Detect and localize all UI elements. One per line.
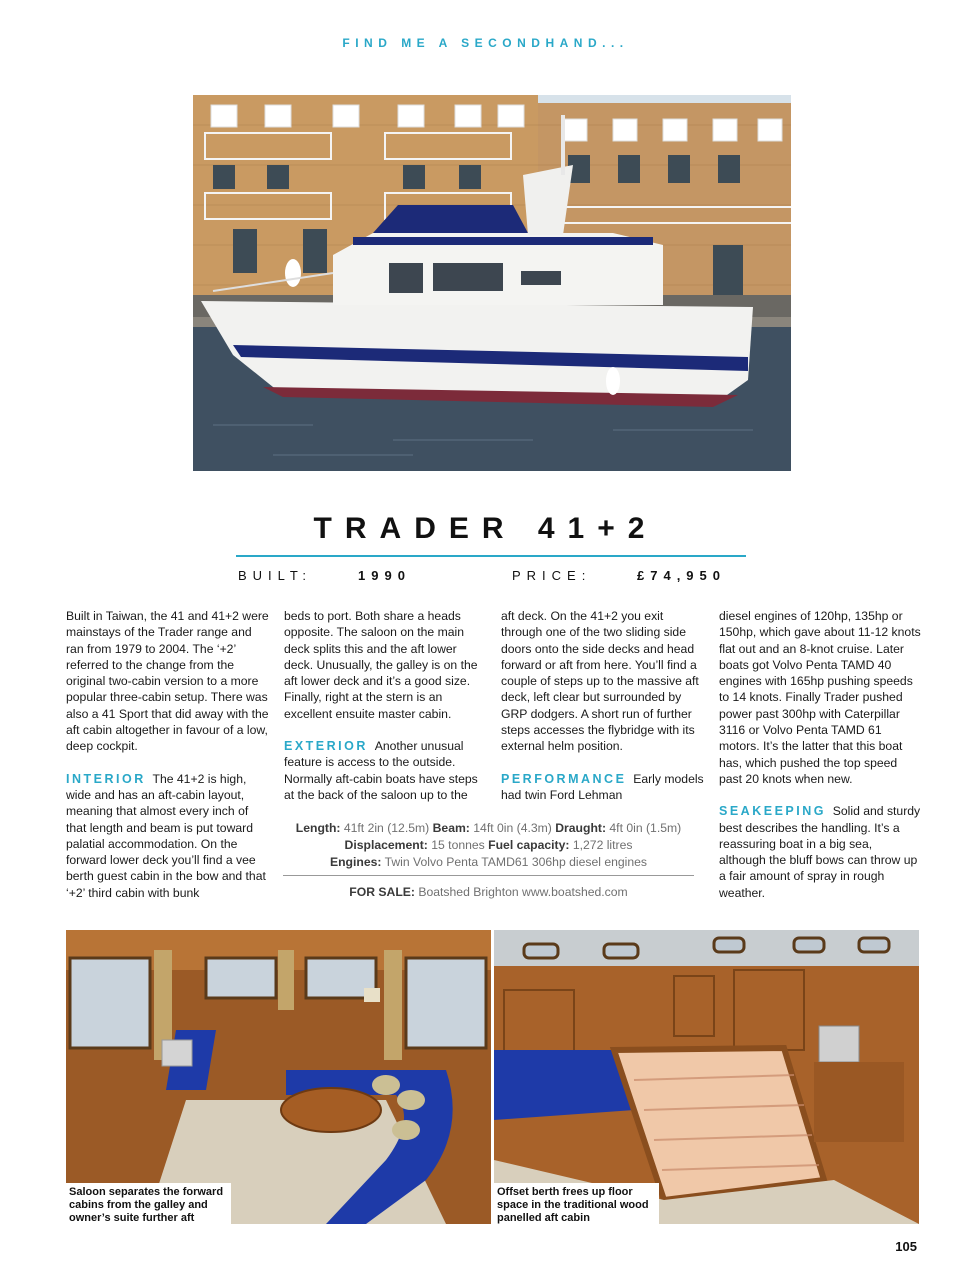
displacement-value: 15 tonnes <box>431 838 485 852</box>
column-2 <box>284 608 487 819</box>
page-number: 105 <box>895 1239 917 1254</box>
interior-paragraph <box>66 771 269 901</box>
spec-row-capacity <box>283 837 694 854</box>
spec-row-engines <box>283 854 694 871</box>
aft-cabin-illustration <box>494 930 919 1224</box>
seakeeping-text: Solid and sturdy best describes the handling. It’s a reassuring boat in a big sea, although the bluff bows can throw up a fair amount of spray in rough weather. <box>719 804 921 900</box>
performance-paragraph-continued: diesel engines of 120hp, 135hp or 150hp, which gave about 11-12 knots flat out and an 8-knot cruise. Later boats got Volvo Penta TAMD 40 engines with 165hp pushing speeds to 14 knots. Finally Trader pushed power past 300hp with Caterpillar 3116 or Volvo Penta TAMD 61 motors. It’s the latter that this boat has, which pushed the top speed past 20 knots when new. <box>719 609 921 786</box>
for-sale-value: Boatshed Brighton www.boatshed.com <box>418 885 628 899</box>
performance-paragraph <box>501 771 704 804</box>
draught-label: Draught: <box>555 821 607 835</box>
photo-aft-cabin <box>494 930 919 1224</box>
built-value: 1990 <box>358 568 411 583</box>
for-sale-label: FOR SALE: <box>349 885 415 899</box>
exterior-heading: EXTERIOR <box>284 739 368 754</box>
exterior-paragraph-continued: aft deck. On the 41+2 you exit through one of the two sliding side doors onto the side decks and head forward or aft from here. You’ll find a couple of steps up to the massive aft deck, left clear but surrounded by GRP dodgers. A short run of further steps accesses the flybridge with its external helm position. <box>501 609 699 754</box>
fuel-value: 1,272 litres <box>572 838 633 852</box>
column-4 <box>719 608 922 917</box>
article-title: TRADER 41+2 <box>313 512 658 545</box>
performance-heading: PERFORMANCE <box>501 771 627 786</box>
interior-paragraph-continued: beds to port. Both share a heads opposite. The saloon on the main deck splits this and the aft lower deck. Unusually, the galley is on the aft lower deck and it’s a good size. Finally, right at the stern is an excellent ensuite master cabin. <box>284 609 478 721</box>
section-kicker: FIND ME A SECONDHAND... <box>342 36 629 50</box>
draught-value: 4ft 0in (1.5m) <box>609 821 682 835</box>
beam-value: 14ft 0in (4.3m) <box>473 821 552 835</box>
seakeeping-paragraph <box>719 803 922 901</box>
performance-text-1: Early models had twin Ford Lehman <box>501 771 704 802</box>
built-label: BUILT: <box>238 568 313 583</box>
boat-illustration <box>193 95 791 471</box>
length-value: 41ft 2in (12.5m) <box>343 821 430 835</box>
spec-divider <box>283 875 694 876</box>
interior-text-1: The 41+2 is high, wide and has an aft-cabin layout, meaning that almost every inch of that length and beam is put toward palatial accommodation. On the forward lower deck you’ll find a vee berth guest cabin in the bow and that ‘+2’ third cabin with bunk <box>66 771 266 900</box>
column-3 <box>501 608 704 819</box>
interior-heading: INTERIOR <box>66 771 146 786</box>
displacement-label: Displacement: <box>344 838 428 852</box>
spec-box <box>283 820 694 871</box>
saloon-illustration <box>66 930 491 1224</box>
price-value: £74,950 <box>637 568 726 583</box>
for-sale-line <box>283 885 694 899</box>
engines-label: Engines: <box>329 855 382 869</box>
exterior-paragraph <box>284 738 487 803</box>
seakeeping-heading: SEAKEEPING <box>719 804 826 819</box>
fuel-label: Fuel capacity: <box>488 838 570 852</box>
caption-aft-cabin: Offset berth frees up floor space in the traditional wood panelled aft cabin <box>494 1183 659 1228</box>
title-rule <box>236 555 746 557</box>
photo-saloon <box>66 930 491 1224</box>
length-label: Length: <box>295 821 341 835</box>
hero-photo-boat <box>193 95 791 471</box>
exterior-text-1: Another unusual feature is access to the outside. Normally aft-cabin boats have steps at the back of the saloon up to the <box>284 739 478 802</box>
spec-row-dimensions <box>283 820 694 837</box>
intro-paragraph: Built in Taiwan, the 41 and 41+2 were mainstays of the Trader range and ran from 1979 to 2004. The ‘+2’ referred to the change from the original two-cabin version to a more popular three-cabin setup. There was also a 41 Sport that did away with the aft cabin altogether in favour of a low, deep cockpit. <box>66 609 269 754</box>
column-1 <box>66 608 269 917</box>
caption-saloon: Saloon separates the forward cabins from the galley and owner’s suite further aft <box>66 1183 231 1228</box>
engines-value: Twin Volvo Penta TAMD61 306hp diesel engines <box>384 855 648 869</box>
price-label: PRICE: <box>512 568 592 583</box>
beam-label: Beam: <box>432 821 470 835</box>
